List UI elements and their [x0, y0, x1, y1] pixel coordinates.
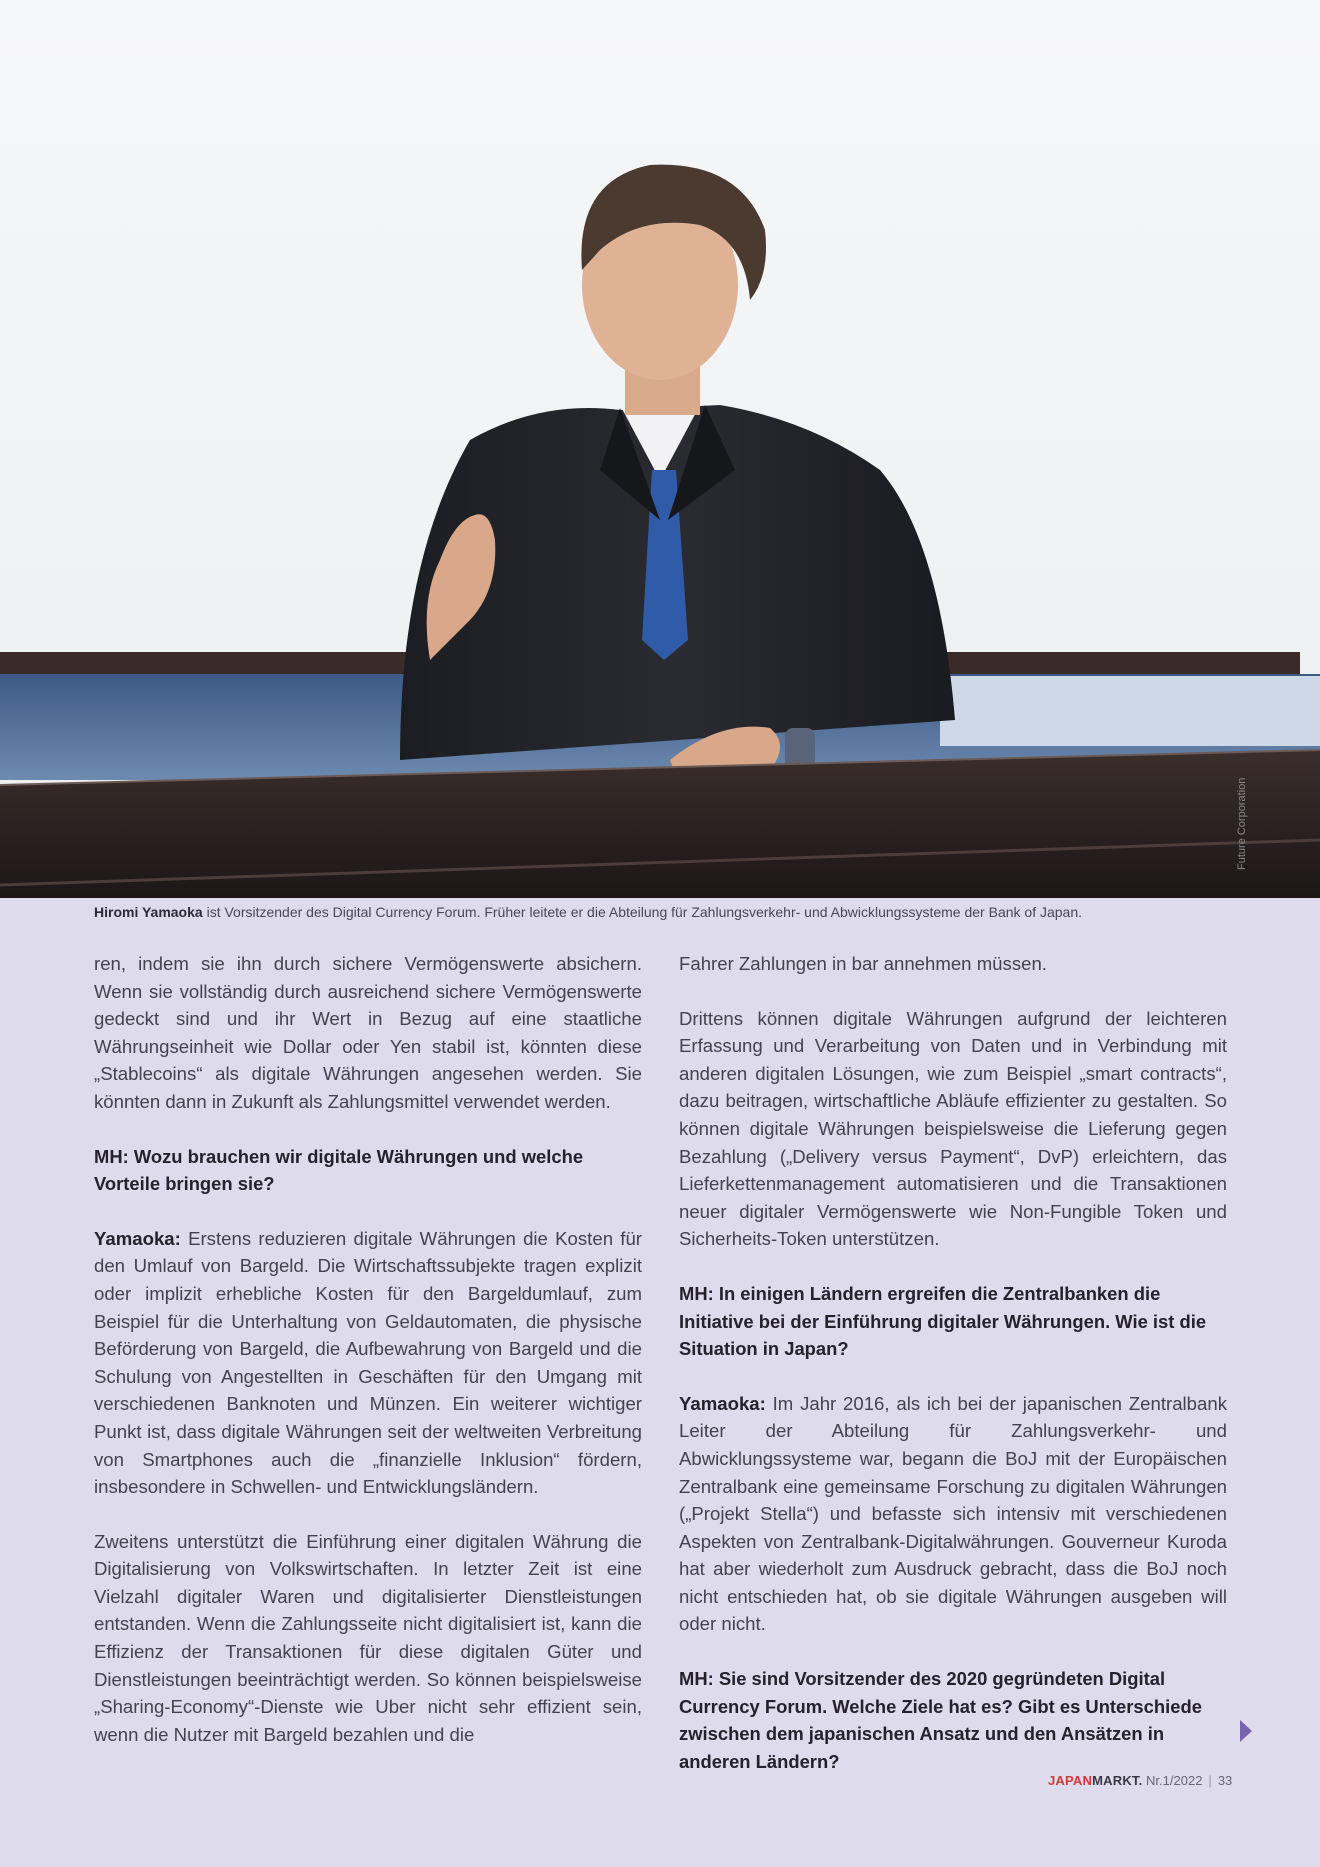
interview-answer: [94, 1225, 642, 1501]
interview-question: MH: In einigen Ländern ergreifen die Zentralbanken die Initiative bei der Einführung digitaler Währungen. Wie ist die Situation in Japan?: [679, 1282, 1207, 1360]
article-column-right: [679, 950, 1227, 1802]
photo-caption: [94, 904, 1274, 920]
speaker-label: Yamaoka:: [94, 1227, 181, 1249]
continue-arrow-icon: [1240, 1720, 1252, 1742]
article-column-left: [94, 950, 642, 1775]
photo-credit: Future Corporation: [1236, 777, 1248, 870]
answer-text: Erstens reduzieren digitale Währungen die Kosten für den Umlauf von Bargeld. Die Wirtschaftssubjekte tragen explizit oder implizit erhebliche Kosten für den Bargeldumlauf, zum Beispiel für die Unterhaltung von Geldautomaten, die physische Beförderung von Bargeld, die Aufbewahrung von Bargeld und die Schulung von Angestellten in Geschäften für den Umgang mit verschiedenen Banknoten und Münzen. Ein weiterer wichtiger Punkt ist, dass digitale Währungen seit der weltweiten Verbreitung von Smartphones auch die „finanzielle Inklusion“ fördern, insbesondere in Schwellen- und Entwicklungsländern.: [94, 1227, 642, 1498]
caption-name: Hiromi Yamaoka: [94, 904, 203, 920]
photo-illustration: [0, 0, 1320, 898]
paragraph: Drittens können digitale Währungen aufgrund der leichteren Erfassung und Verarbeitung von Daten und in Verbindung mit anderen digitalen Lösungen, wie zum Beispiel „smart contracts“, dazu beitragen, wirtschaftliche Abläufe effizienter zu gestalten. So können digitale Währungen beispielsweise die Lieferung gegen Bezahlung („Delivery versus Payment“, DvP) erleichtern, das Lieferkettenmanagement automatisieren und die Transaktionen neuer digitaler Vermögenswerte wie Non-Fungible Token und Sicherheits-Token unterstützen.: [679, 1007, 1227, 1250]
page-number: 33: [1217, 1773, 1233, 1788]
caption-text: ist Vorsitzender des Digital Currency Forum. Früher leitete er die Abteilung für Zahlungsverkehr- und Abwicklungssysteme der Bank of Japan.: [202, 904, 1083, 920]
page-footer: [1048, 1773, 1232, 1788]
issue-number: Nr.1/2022: [1146, 1773, 1203, 1788]
paragraph: ren, indem sie ihn durch sichere Vermögenswerte absichern. Wenn sie vollständig durch ausreichend sichere Vermögenswerte gedeckt sind und ihr Wert in Bezug auf eine staatliche Währungseinheit wie Dollar oder Yen stabil ist, könnten diese „Stablecoins“ als digitale Währungen angesehen werden. Sie könnten dann in Zukunft als Zahlungsmittel verwendet werden.: [94, 953, 642, 1112]
interview-question: MH: Sie sind Vorsitzender des 2020 gegründeten Digital Currency Forum. Welche Ziele hat es? Gibt es Unterschiede zwischen dem japanischen Ansatz und den Ansätzen in anderen Ländern?: [679, 1668, 1202, 1772]
speaker-label: Yamaoka:: [679, 1392, 766, 1414]
paragraph: Zweitens unterstützt die Einführung einer digitalen Währung die Digitalisierung von Volkswirtschaften. In letzter Zeit ist eine Vielzahl digitaler Waren und digitalisierter Dienstleistungen entstanden. Wenn die Zahlungsseite nicht digitalisiert ist, kann die Effizienz der Transaktionen für diese digitalen Güter und Dienstleistungen beeinträchtigt werden. So können beispielsweise „Sharing-Economy“-Dienste wie Uber nicht sehr effizient sein, wenn die Nutzer mit Bargeld bezahlen und die: [94, 1530, 642, 1745]
interview-photo: [0, 0, 1320, 898]
interview-answer: [679, 1390, 1227, 1638]
answer-text: Im Jahr 2016, als ich bei der japanischen Zentralbank Leiter der Abteilung für Zahlungsverkehr- und Abwicklungssysteme war, begann die BoJ mit der Europäischen Zentralbank eine gemeinsame Forschung zu digitalen Währungen („Projekt Stella“) und befasste sich intensiv mit verschiedenen Aspekten von Zentralbank-Digitalwährungen. Gouverneur Kuroda hat aber wiederholt zum Ausdruck gebracht, dass die BoJ noch nicht entschieden hat, ob sie digitale Währungen ausgeben will oder nicht.: [679, 1392, 1227, 1635]
magazine-logo: JAPANMARKT.: [1048, 1773, 1143, 1788]
interview-question: MH: Wozu brauchen wir digitale Währungen und welche Vorteile bringen sie?: [94, 1145, 584, 1195]
paragraph: Fahrer Zahlungen in bar annehmen müssen.: [679, 953, 1047, 974]
footer-separator: |: [1208, 1773, 1212, 1788]
